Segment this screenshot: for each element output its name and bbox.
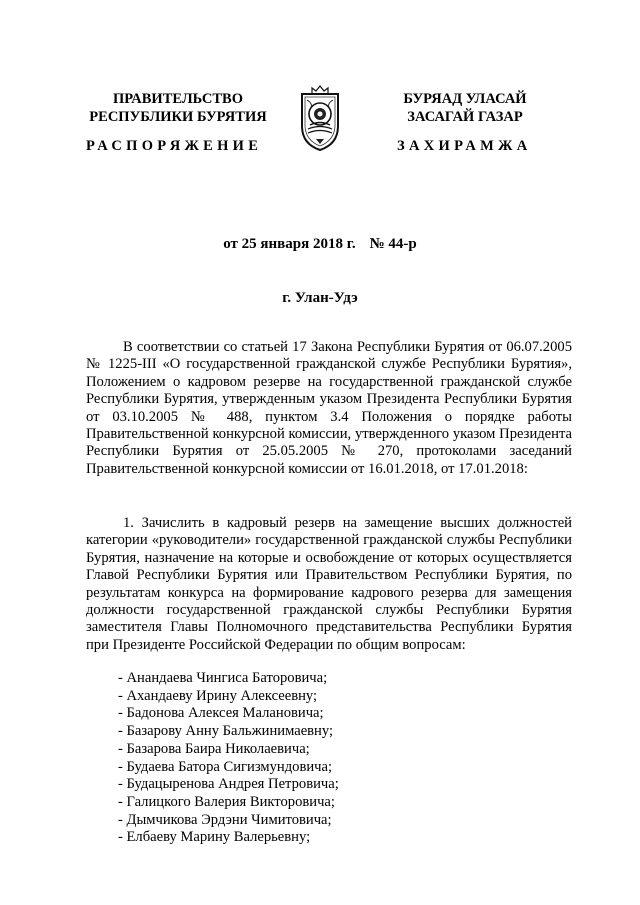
document-date: от 25 января 2018 г. bbox=[223, 236, 356, 252]
header-right-line2: ЗАСАГАЙ ГАЗАР bbox=[407, 109, 523, 125]
list-item: - Будаева Батора Сигизмундовича; bbox=[118, 758, 333, 775]
list-item: - Елбаеву Марину Валерьевну; bbox=[118, 829, 311, 846]
item-1-paragraph: 1. Зачислить в кадровый резерв на замещение высших должностей категории «руководители» государственной гражданской службы Республики Бурятия, назначение на которые и освобождение от которых осуществляется Главой Республики Бурятия или Правительством Республики Бурятия, по результатам конкурса на формирование кадрового резерва для замещения должности государственной гражданской службы Республики Бурятия заместителя Главы Полномочного представительства Республики Бурятия при Президенте Российской Федерации по общим вопросам: bbox=[86, 515, 572, 653]
list-item: - Анандаева Чингиса Баторовича; bbox=[118, 670, 328, 686]
header-right-line1: БУРЯАД УЛАСАЙ bbox=[403, 91, 527, 107]
list-item: - Будацыренова Андрея Петровича; bbox=[118, 776, 339, 793]
list-item: - Базарову Анну Бальжинимаевну; bbox=[118, 723, 334, 740]
list-item: - Галицкого Валерия Викторовича; bbox=[118, 793, 335, 810]
preamble-block bbox=[86, 339, 572, 478]
header-left-line2: РЕСПУБЛИКИ БУРЯТИЯ bbox=[89, 109, 267, 125]
document-number: № 44-р bbox=[369, 236, 417, 252]
header-left-block bbox=[78, 90, 278, 126]
doc-type-left: РАСПОРЯЖЕНИЕ bbox=[86, 138, 263, 154]
coat-of-arms-emblem bbox=[296, 84, 344, 152]
preamble-paragraph: В соответствии со статьей 17 Закона Республики Бурятия от 06.07.2005 № 1225-III «О государственной гражданской службе Республики Бурятия», Положением о кадровом резерве на государственной гражданской службе Республики Бурятия, утвержденным указом Президента Республики Бурятия от 03.10.2005 № 488, пунктом 3.4 Положения о порядке работы Правительственной конкурсной комиссии, утвержденного указом Президента Республики Бурятия от 25.05.2005 № 270, протоколами заседаний Правительственной конкурсной комиссии от 16.01.2018, от 17.01.2018: bbox=[86, 339, 572, 477]
names-list bbox=[118, 670, 339, 847]
header-left-line1: ПРАВИТЕЛЬСТВО bbox=[113, 91, 243, 107]
date-number-line bbox=[0, 236, 640, 253]
item-1-block bbox=[86, 515, 572, 654]
list-item: - Бадонова Алексея Малановича; bbox=[118, 705, 324, 722]
list-item: - Дымчикова Эрдэни Чимитовича; bbox=[118, 811, 332, 828]
header-right-block bbox=[372, 90, 558, 126]
list-item: - Базарова Баира Николаевича; bbox=[118, 740, 310, 757]
city: г. Улан-Удэ bbox=[282, 290, 358, 306]
doc-type-right: ЗАХИРАМЖА bbox=[397, 138, 532, 154]
list-item: - Ахандаеву Ирину Алексеевну; bbox=[118, 687, 318, 704]
